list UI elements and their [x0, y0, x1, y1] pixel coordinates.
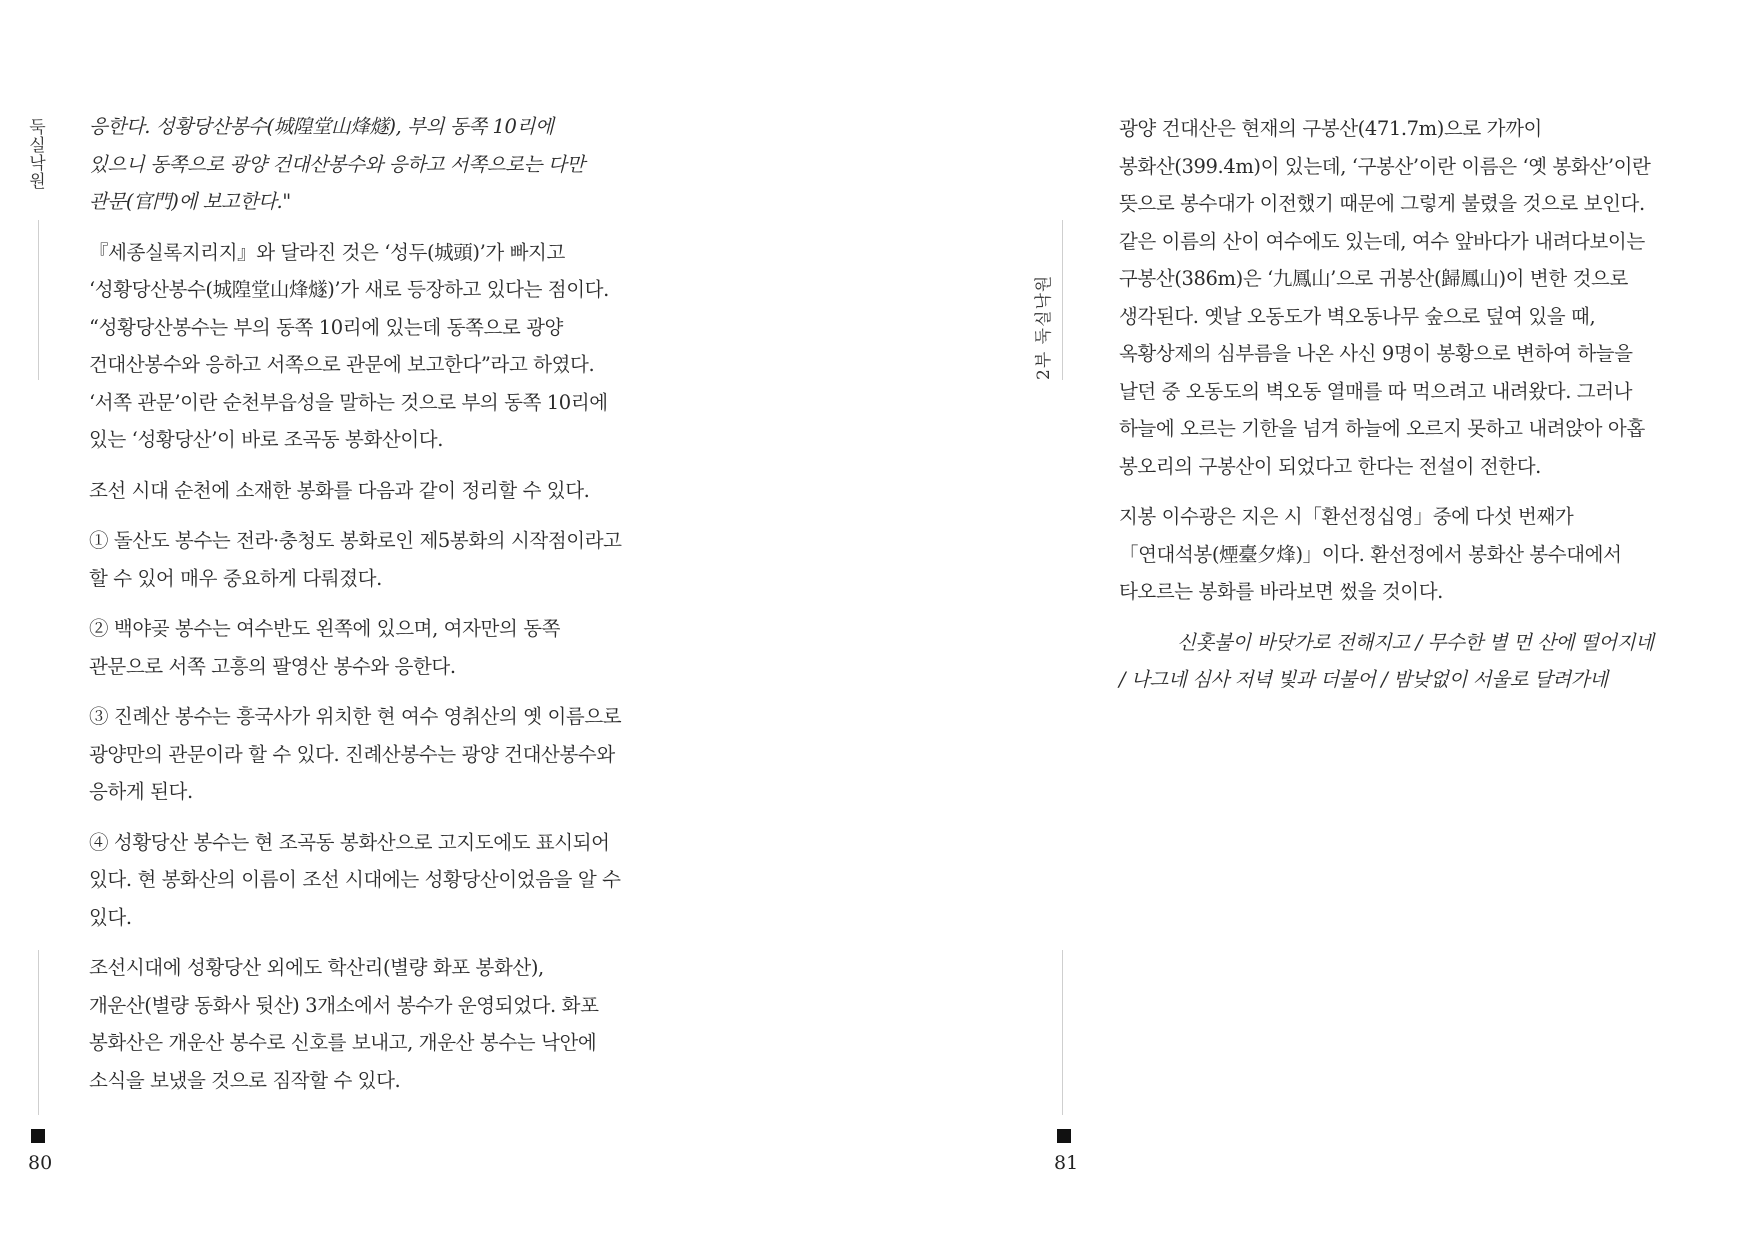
text-line: 응하게 된다. — [89, 780, 193, 803]
paragraph — [89, 234, 689, 459]
text-line: 『세종실록지리지』와 달라진 것은 ‘성두(城頭)’가 빠지고 — [89, 240, 565, 264]
right-page — [874, 0, 1749, 1241]
text-line: 있는 ‘성황당산’이 바로 조곡동 봉화산이다. — [89, 428, 444, 451]
text-line: 조선 시대 순천에 소재한 봉화를 다음과 같이 정리할 수 있다. — [89, 478, 590, 502]
text-line: 광양만의 관문이라 할 수 있다. 진례산봉수는 광양 건대산봉수와 — [89, 742, 615, 766]
paragraph — [1119, 110, 1719, 485]
text-line: ② 백야곶 봉수는 여수반도 왼쪽에 있으며, 여자만의 동쪽 — [89, 617, 561, 640]
text-line: 관문(官門)에 보고한다." — [89, 190, 291, 213]
text-line: 있다. — [89, 905, 132, 929]
left-page — [0, 0, 874, 1241]
text-line: 하늘에 오르는 기한을 넘겨 하늘에 오르지 못하고 내려앉아 아홉 — [1119, 417, 1645, 440]
text-line: 구봉산(386m)은 ‘九鳳山’으로 귀봉산(歸鳳山)이 변한 것으로 — [1119, 267, 1628, 290]
paragraph — [89, 698, 689, 811]
running-title-left: 둑실낙원 — [25, 118, 45, 190]
text-line: 할 수 있어 매우 중요하게 다뤄졌다. — [89, 566, 382, 590]
text-line: 개운산(별량 동화사 뒷산) 3개소에서 봉수가 운영되었다. 화포 — [89, 993, 599, 1017]
text-line: 있다. 현 봉화산의 이름이 조선 시대에는 성황당산이었음을 알 수 — [89, 868, 621, 891]
body-text-left — [89, 108, 689, 1112]
text-line: 옥황상제의 심부름을 나온 사신 9명이 봉황으로 변하여 하늘을 — [1119, 342, 1633, 365]
running-title-right: 2부 둑실낙원 — [1034, 274, 1054, 380]
text-line: 광양 건대산은 현재의 구봉산(471.7m)으로 가까이 — [1119, 117, 1542, 140]
margin-rule-upper-left — [38, 220, 39, 380]
margin-rule-upper-right — [1062, 220, 1063, 380]
text-line: ④ 성황당산 봉수는 현 조곡동 봉화산으로 고지도에도 표시되어 — [89, 830, 610, 854]
paragraph — [89, 610, 689, 685]
text-line: ‘성황당산봉수(城隍堂山烽燧)’가 새로 등장하고 있다는 점이다. — [89, 278, 609, 301]
text-line: / 나그네 심사 저녁 빛과 더불어 / 밤낮없이 서울로 달려가네 — [1119, 668, 1608, 691]
paragraph — [89, 949, 689, 1099]
text-line: “성황당산봉수는 부의 동쪽 10리에 있는데 동쪽으로 광양 — [89, 315, 563, 339]
page-marker-square-right — [1057, 1129, 1071, 1143]
page-marker-square-left — [31, 1129, 45, 1143]
page-number-left: 80 — [28, 1152, 53, 1174]
margin-rule-lower-right — [1062, 950, 1063, 1115]
text-line: 지봉 이수광은 지은 시「환선정십영」중에 다섯 번째가 — [1119, 505, 1574, 528]
paragraph — [89, 472, 689, 510]
paragraph — [89, 824, 689, 937]
text-line: 소식을 보냈을 것으로 짐작할 수 있다. — [89, 1068, 401, 1092]
paragraph — [89, 108, 689, 221]
body-text-right — [1119, 110, 1719, 712]
text-line: 생각된다. 옛날 오동도가 벽오동나무 숲으로 덮여 있을 때, — [1119, 304, 1596, 328]
margin-rule-lower-left — [38, 950, 39, 1115]
page-number-right: 81 — [1054, 1152, 1079, 1174]
text-line: 「연대석봉(煙臺夕烽)」이다. 환선정에서 봉화산 봉수대에서 — [1119, 542, 1622, 566]
text-line: 건대산봉수와 응하고 서쪽으로 관문에 보고한다”라고 하였다. — [89, 353, 595, 376]
text-line: ③ 진례산 봉수는 흥국사가 위치한 현 여수 영취산의 옛 이름으로 — [89, 705, 622, 728]
text-line: 봉오리의 구봉산이 되었다고 한다는 전설이 전한다. — [1119, 454, 1541, 478]
paragraph — [89, 522, 689, 597]
text-line: ① 돌산도 봉수는 전라·충청도 봉화로인 제5봉화의 시작점이라고 — [89, 529, 622, 552]
text-line: 뜻으로 봉수대가 이전했기 때문에 그렇게 불렸을 것으로 보인다. — [1119, 192, 1645, 215]
text-line: 조선시대에 성황당산 외에도 학산리(별량 화포 봉화산), — [89, 956, 544, 979]
text-line: 신홋불이 바닷가로 전해지고 / 무수한 별 먼 산에 떨어지네 — [1177, 630, 1654, 654]
text-line: 봉화산은 개운산 봉수로 신호를 보내고, 개운산 봉수는 낙안에 — [89, 1031, 597, 1054]
text-line: 관문으로 서쪽 고흥의 팔영산 봉수와 응한다. — [89, 654, 456, 678]
paragraph — [1119, 498, 1719, 611]
text-line: 같은 이름의 산이 여수에도 있는데, 여수 앞바다가 내려다보이는 — [1119, 229, 1645, 253]
text-line: 타오르는 봉화를 바라보면 썼을 것이다. — [1119, 580, 1443, 603]
text-line: 날던 중 오동도의 벽오동 열매를 따 먹으려고 내려왔다. 그러나 — [1119, 379, 1633, 403]
text-line: 응한다. 성황당산봉수(城隍堂山烽燧), 부의 동쪽 10리에 — [89, 115, 554, 138]
text-line: ‘서쪽 관문’이란 순천부읍성을 말하는 것으로 부의 동쪽 10리에 — [89, 390, 608, 414]
text-line: 있으니 동쪽으로 광양 건대산봉수와 응하고 서쪽으로는 다만 — [89, 152, 585, 176]
poem-quote — [1119, 624, 1719, 699]
text-line: 봉화산(399.4m)이 있는데, ‘구봉산’이란 이름은 ‘옛 봉화산’이란 — [1119, 154, 1651, 178]
